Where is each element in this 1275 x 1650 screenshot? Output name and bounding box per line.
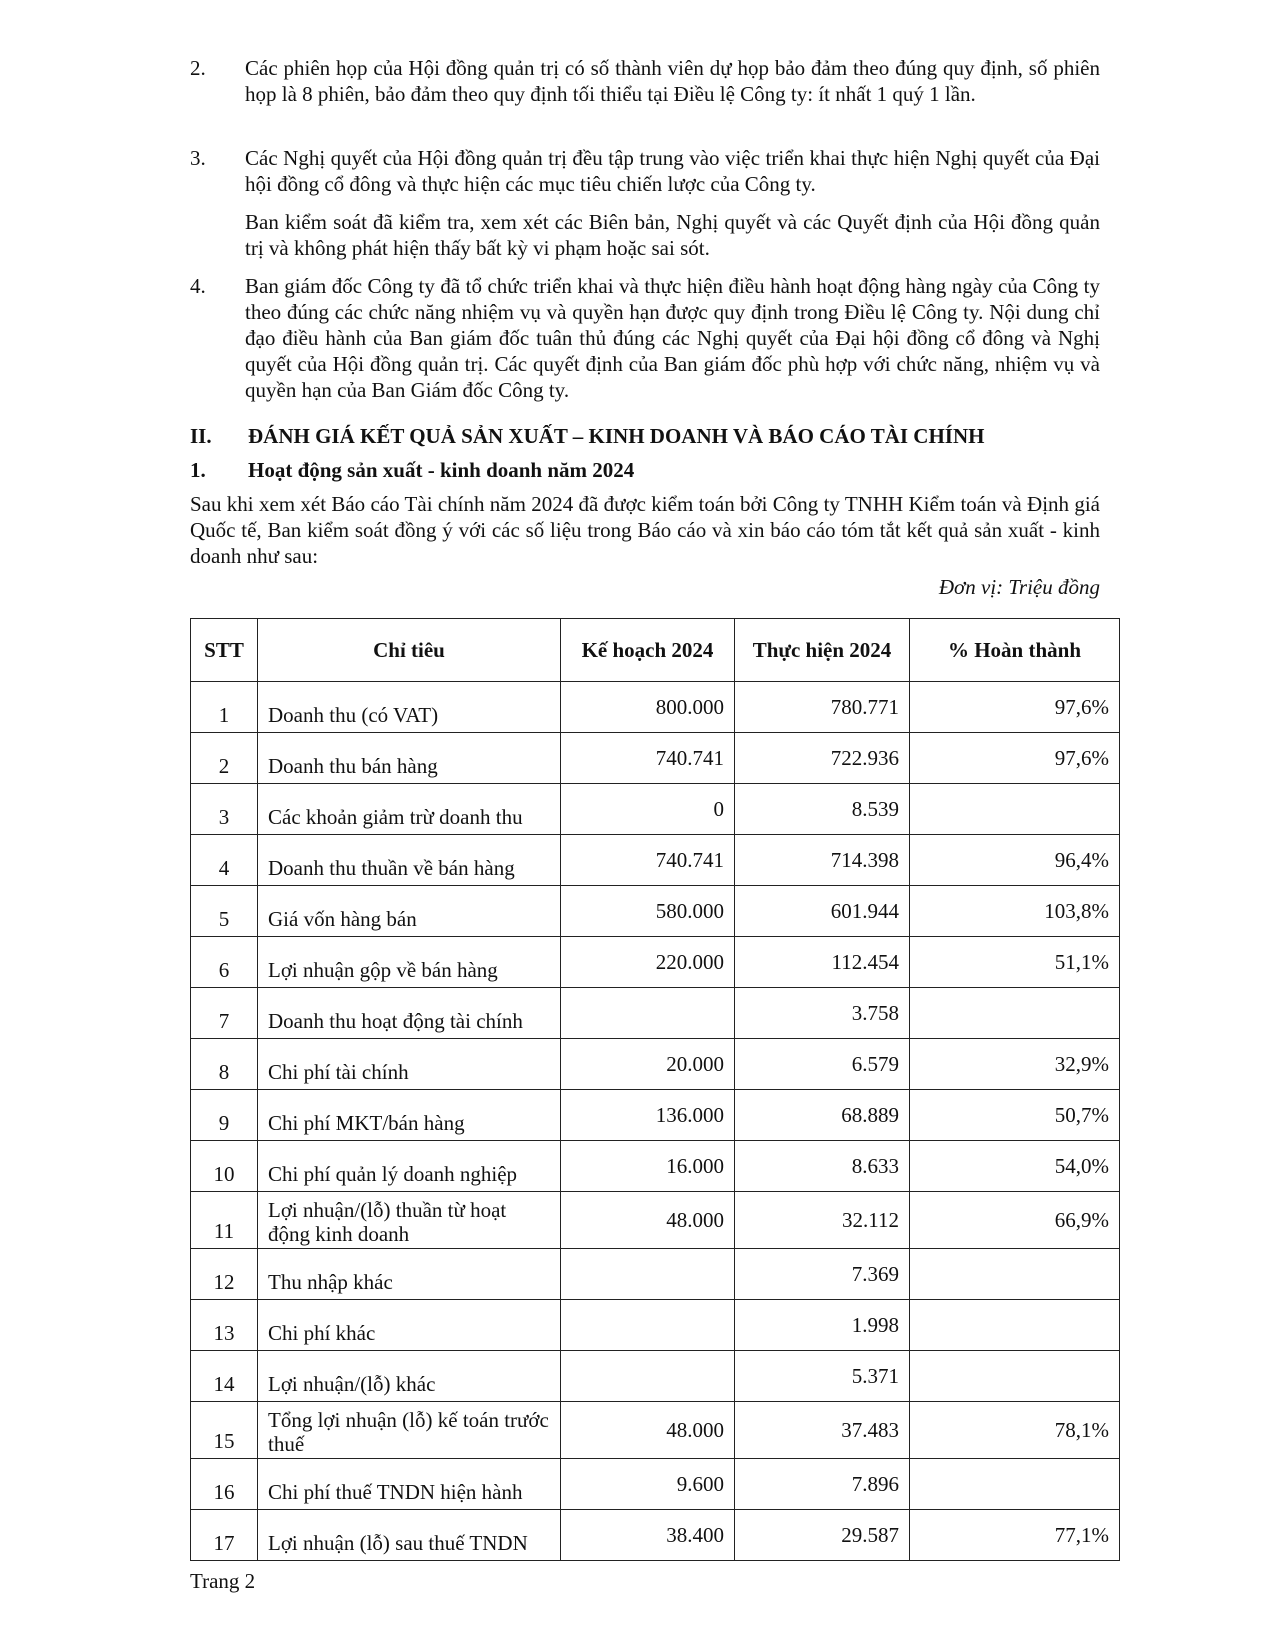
table-row [191, 988, 1120, 1039]
cell-actual: 8.539 [735, 784, 910, 835]
page-number: Trang 2 [190, 1569, 256, 1593]
cell-indicator: Chi phí MKT/bán hàng [258, 1090, 561, 1141]
table-row [191, 1300, 1120, 1351]
cell-stt: 17 [191, 1510, 258, 1561]
table-header-row [191, 619, 1120, 682]
cell-plan: 48.000 [561, 1402, 735, 1459]
cell-plan: 740.741 [561, 733, 735, 784]
cell-actual: 601.944 [735, 886, 910, 937]
cell-plan: 0 [561, 784, 735, 835]
cell-actual: 32.112 [735, 1192, 910, 1249]
cell-indicator: Thu nhập khác [258, 1249, 561, 1300]
item-number: 3. [190, 146, 206, 170]
table-row [191, 784, 1120, 835]
table-row [191, 1249, 1120, 1300]
cell-stt: 2 [191, 733, 258, 784]
table-row [191, 1192, 1120, 1249]
cell-indicator: Tổng lợi nhuận (lỗ) kế toán trước thuế [258, 1402, 561, 1459]
cell-indicator: Doanh thu hoạt động tài chính [258, 988, 561, 1039]
cell-actual: 5.371 [735, 1351, 910, 1402]
cell-stt: 13 [191, 1300, 258, 1351]
cell-plan: 9.600 [561, 1459, 735, 1510]
cell-indicator: Lợi nhuận/(lỗ) thuần từ hoạt động kinh doanh [258, 1192, 561, 1249]
table-row [191, 1351, 1120, 1402]
cell-indicator: Chi phí tài chính [258, 1039, 561, 1090]
subsection-title: Hoạt động sản xuất - kinh doanh năm 2024 [248, 458, 635, 482]
unit-label: Đơn vị: Triệu đồng [938, 575, 1100, 599]
cell-plan: 800.000 [561, 682, 735, 733]
table-row [191, 1039, 1120, 1090]
cell-completion [910, 1459, 1120, 1510]
cell-plan [561, 1351, 735, 1402]
cell-completion: 32,9% [910, 1039, 1120, 1090]
item-text: Ban giám đốc Công ty đã tổ chức triển khai và thực hiện điều hành hoạt động hàng ngày của Công ty theo đúng các chức năng nhiệm vụ và quyền hạn được quy định trong Điều lệ Công ty. Nội dung chỉ đạo điều hành của Ban giám đốc tuân thủ đúng các Nghị quyết của Đại hội đồng cổ đông và Nghị quyết của Hội đồng quản trị. Các quyết định của Ban giám đốc phù hợp với chức năng, nhiệm vụ và quyền hạn của Ban Giám đốc Công ty. [245, 274, 1100, 402]
cell-stt: 6 [191, 937, 258, 988]
cell-completion: 103,8% [910, 886, 1120, 937]
cell-stt: 15 [191, 1402, 258, 1459]
cell-plan: 20.000 [561, 1039, 735, 1090]
table-row [191, 886, 1120, 937]
cell-indicator: Giá vốn hàng bán [258, 886, 561, 937]
cell-completion: 97,6% [910, 682, 1120, 733]
header-indicator: Chỉ tiêu [258, 619, 561, 682]
cell-stt: 8 [191, 1039, 258, 1090]
cell-actual: 29.587 [735, 1510, 910, 1561]
cell-actual: 112.454 [735, 937, 910, 988]
table-row [191, 1402, 1120, 1459]
cell-actual: 6.579 [735, 1039, 910, 1090]
cell-indicator: Doanh thu bán hàng [258, 733, 561, 784]
cell-stt: 12 [191, 1249, 258, 1300]
cell-stt: 4 [191, 835, 258, 886]
cell-indicator: Chi phí khác [258, 1300, 561, 1351]
item-text: Các Nghị quyết của Hội đồng quản trị đều tập trung vào việc triển khai thực hiện Nghị quyết của Đại hội đồng cổ đông và thực hiện các mục tiêu chiến lược của Công ty. [245, 146, 1100, 196]
cell-indicator: Chi phí quản lý doanh nghiệp [258, 1141, 561, 1192]
section-number: II. [190, 424, 212, 448]
results-table [190, 618, 1120, 1561]
header-plan: Kế hoạch 2024 [561, 619, 735, 682]
table-row [191, 682, 1120, 733]
cell-actual: 722.936 [735, 733, 910, 784]
cell-plan: 38.400 [561, 1510, 735, 1561]
header-stt: STT [191, 619, 258, 682]
cell-actual: 780.771 [735, 682, 910, 733]
subsection-number: 1. [190, 458, 206, 482]
cell-actual: 68.889 [735, 1090, 910, 1141]
cell-indicator: Doanh thu thuần về bán hàng [258, 835, 561, 886]
cell-plan [561, 1249, 735, 1300]
header-completion: % Hoàn thành [910, 619, 1120, 682]
cell-stt: 11 [191, 1192, 258, 1249]
cell-actual: 37.483 [735, 1402, 910, 1459]
header-actual: Thực hiện 2024 [735, 619, 910, 682]
cell-completion: 66,9% [910, 1192, 1120, 1249]
cell-completion: 97,6% [910, 733, 1120, 784]
cell-completion: 77,1% [910, 1510, 1120, 1561]
cell-actual: 7.896 [735, 1459, 910, 1510]
cell-actual: 714.398 [735, 835, 910, 886]
item-text: Các phiên họp của Hội đồng quản trị có số thành viên dự họp bảo đảm theo đúng quy định, số phiên họp là 8 phiên, bảo đảm theo quy định tối thiểu tại Điều lệ Công ty: ít nhất 1 quý 1 lần. [245, 56, 1100, 106]
table-body [191, 682, 1120, 1561]
cell-indicator: Lợi nhuận (lỗ) sau thuế TNDN [258, 1510, 561, 1561]
table-row [191, 1141, 1120, 1192]
cell-stt: 9 [191, 1090, 258, 1141]
table-row [191, 835, 1120, 886]
cell-plan: 16.000 [561, 1141, 735, 1192]
cell-actual: 8.633 [735, 1141, 910, 1192]
cell-indicator: Lợi nhuận/(lỗ) khác [258, 1351, 561, 1402]
cell-completion: 50,7% [910, 1090, 1120, 1141]
cell-stt: 16 [191, 1459, 258, 1510]
table-row [191, 937, 1120, 988]
cell-indicator: Chi phí thuế TNDN hiện hành [258, 1459, 561, 1510]
cell-plan [561, 988, 735, 1039]
cell-plan: 580.000 [561, 886, 735, 937]
section-title: ĐÁNH GIÁ KẾT QUẢ SẢN XUẤT – KINH DOANH VÀ BÁO CÁO TÀI CHÍNH [248, 424, 985, 448]
cell-completion [910, 1351, 1120, 1402]
item-number: 4. [190, 274, 206, 298]
cell-actual: 7.369 [735, 1249, 910, 1300]
supervisory-paragraph: Ban kiểm soát đã kiểm tra, xem xét các Biên bản, Nghị quyết và các Quyết định của Hội đồng quản trị và không phát hiện thấy bất kỳ vi phạm hoặc sai sót. [245, 210, 1100, 260]
cell-plan: 48.000 [561, 1192, 735, 1249]
table-row [191, 1459, 1120, 1510]
table-row [191, 1510, 1120, 1561]
cell-stt: 10 [191, 1141, 258, 1192]
cell-stt: 14 [191, 1351, 258, 1402]
cell-completion: 51,1% [910, 937, 1120, 988]
cell-indicator: Doanh thu (có VAT) [258, 682, 561, 733]
cell-actual: 3.758 [735, 988, 910, 1039]
cell-actual: 1.998 [735, 1300, 910, 1351]
cell-completion: 78,1% [910, 1402, 1120, 1459]
cell-stt: 5 [191, 886, 258, 937]
cell-stt: 3 [191, 784, 258, 835]
cell-stt: 7 [191, 988, 258, 1039]
cell-completion: 54,0% [910, 1141, 1120, 1192]
table-row [191, 733, 1120, 784]
cell-completion [910, 1300, 1120, 1351]
cell-plan [561, 1300, 735, 1351]
cell-indicator: Lợi nhuận gộp về bán hàng [258, 937, 561, 988]
cell-plan: 220.000 [561, 937, 735, 988]
intro-paragraph: Sau khi xem xét Báo cáo Tài chính năm 2024 đã được kiểm toán bởi Công ty TNHH Kiểm toán và Định giá Quốc tế, Ban kiểm soát đồng ý với các số liệu trong Báo cáo và xin báo cáo tóm tắt kết quả sản xuất - kinh doanh như sau: [190, 492, 1100, 568]
cell-completion: 96,4% [910, 835, 1120, 886]
cell-completion [910, 988, 1120, 1039]
table-row [191, 1090, 1120, 1141]
cell-completion [910, 1249, 1120, 1300]
cell-plan: 136.000 [561, 1090, 735, 1141]
cell-indicator: Các khoản giảm trừ doanh thu [258, 784, 561, 835]
cell-completion [910, 784, 1120, 835]
cell-plan: 740.741 [561, 835, 735, 886]
item-number: 2. [190, 56, 206, 80]
cell-stt: 1 [191, 682, 258, 733]
